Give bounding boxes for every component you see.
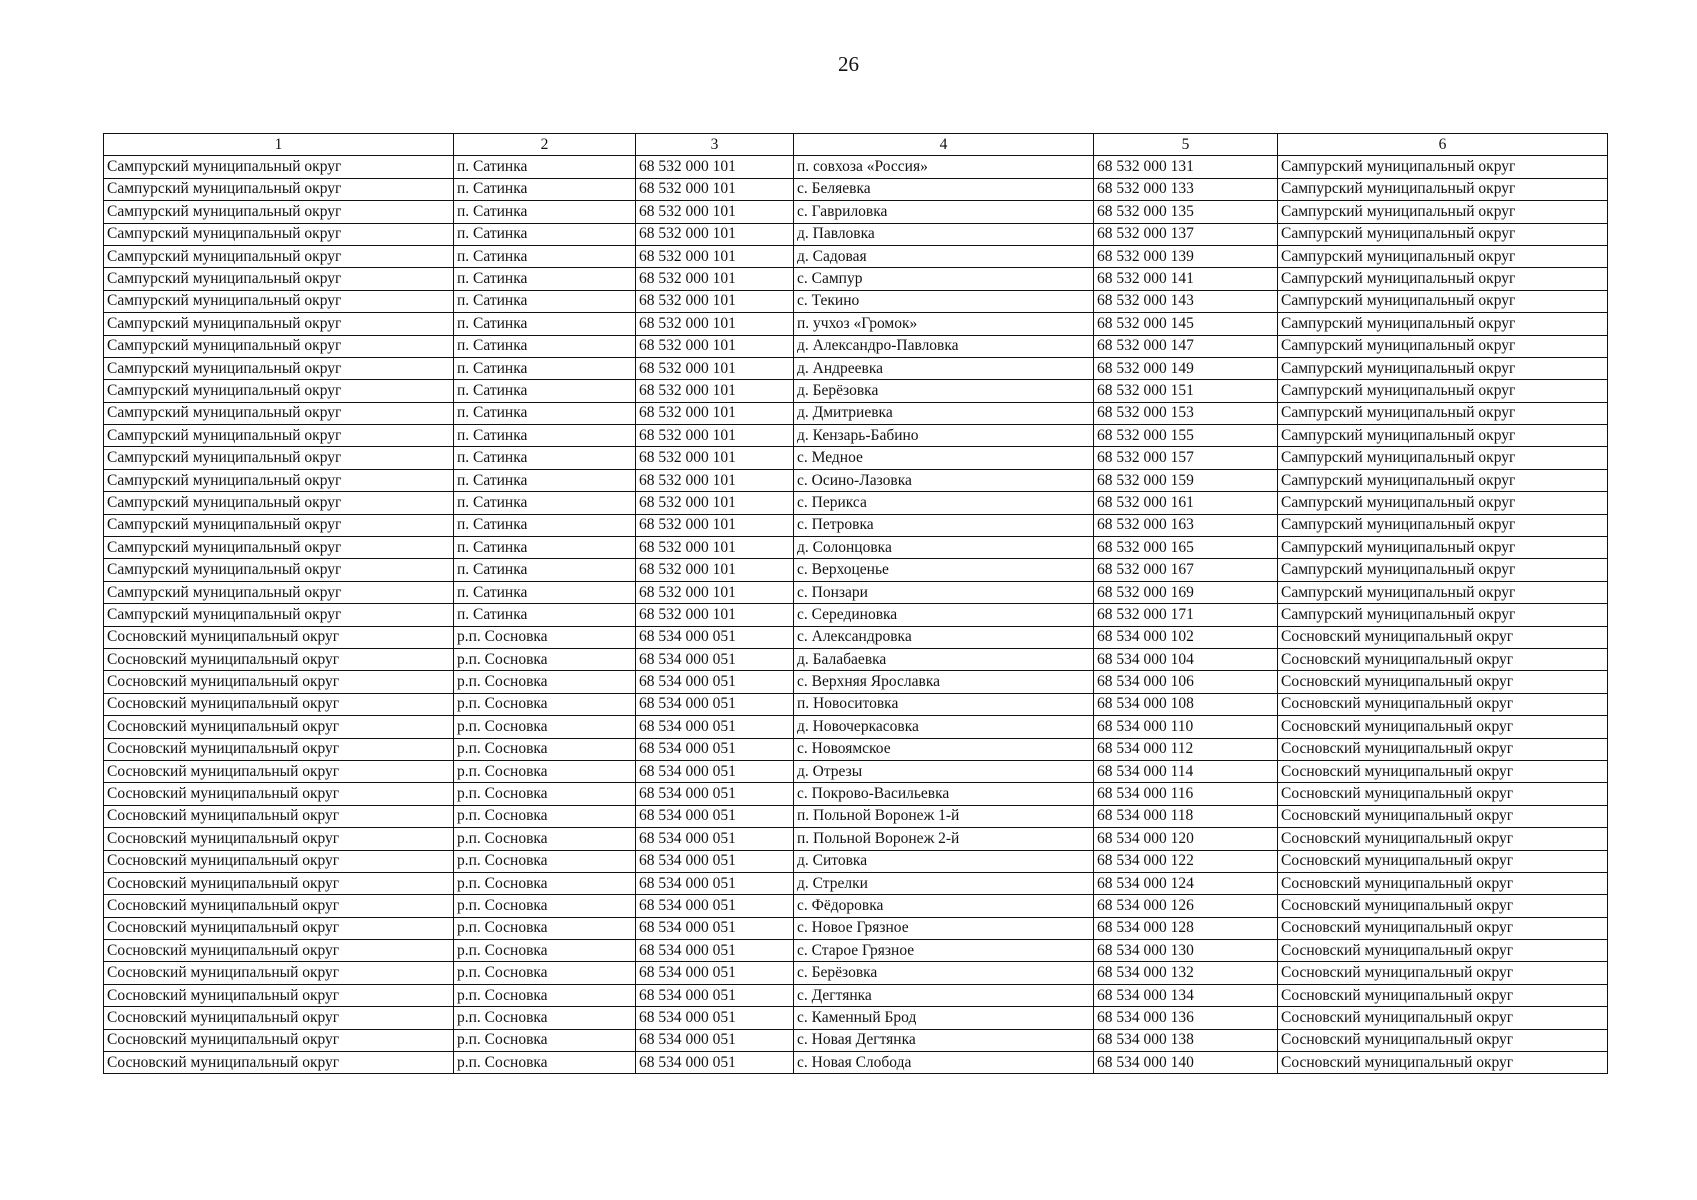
- admin-center-code-cell: 68 534 000 051: [636, 716, 794, 738]
- admin-center-code-cell: 68 532 000 101: [636, 290, 794, 312]
- district-cell: Сампурский муниципальный округ: [1278, 357, 1608, 379]
- settlement-code-cell: 68 532 000 165: [1094, 537, 1278, 559]
- column-header-2: 2: [454, 134, 636, 156]
- district-cell: Сосновский муниципальный округ: [1278, 648, 1608, 670]
- settlement-code-cell: 68 532 000 171: [1094, 604, 1278, 626]
- table-row: [104, 223, 1608, 245]
- column-header-1: 1: [104, 134, 454, 156]
- settlement-cell: с. Верхняя Ярославка: [794, 671, 1094, 693]
- district-cell: Сосновский муниципальный округ: [1278, 1029, 1608, 1051]
- municipality-cell: Сампурский муниципальный округ: [104, 604, 454, 626]
- table-row: [104, 738, 1608, 760]
- admin-center-cell: р.п. Сосновка: [454, 1007, 636, 1029]
- settlement-code-cell: 68 534 000 114: [1094, 760, 1278, 782]
- settlement-cell: с. Новая Дегтянка: [794, 1029, 1094, 1051]
- admin-center-cell: р.п. Сосновка: [454, 648, 636, 670]
- settlement-code-cell: 68 534 000 134: [1094, 984, 1278, 1006]
- table-row: [104, 469, 1608, 491]
- district-cell: Сосновский муниципальный округ: [1278, 850, 1608, 872]
- table-row: [104, 648, 1608, 670]
- district-cell: Сампурский муниципальный округ: [1278, 268, 1608, 290]
- municipality-cell: Сосновский муниципальный округ: [104, 1052, 454, 1074]
- table-row: [104, 783, 1608, 805]
- admin-center-cell: р.п. Сосновка: [454, 872, 636, 894]
- admin-center-code-cell: 68 534 000 051: [636, 1029, 794, 1051]
- admin-center-code-cell: 68 532 000 101: [636, 313, 794, 335]
- table-row: [104, 805, 1608, 827]
- settlement-cell: с. Перикса: [794, 492, 1094, 514]
- settlement-code-cell: 68 534 000 124: [1094, 872, 1278, 894]
- admin-center-code-cell: 68 532 000 101: [636, 581, 794, 603]
- admin-center-code-cell: 68 534 000 051: [636, 1052, 794, 1074]
- settlement-code-cell: 68 534 000 126: [1094, 895, 1278, 917]
- admin-center-code-cell: 68 532 000 101: [636, 201, 794, 223]
- settlement-cell: с. Старое Грязное: [794, 940, 1094, 962]
- settlement-cell: с. Каменный Брод: [794, 1007, 1094, 1029]
- municipality-cell: Сосновский муниципальный округ: [104, 940, 454, 962]
- settlement-cell: п. Новоситовка: [794, 693, 1094, 715]
- admin-center-cell: п. Сатинка: [454, 245, 636, 267]
- district-cell: Сампурский муниципальный округ: [1278, 581, 1608, 603]
- settlement-code-cell: 68 532 000 163: [1094, 514, 1278, 536]
- settlement-cell: д. Солонцовка: [794, 537, 1094, 559]
- municipality-cell: Сосновский муниципальный округ: [104, 783, 454, 805]
- settlement-code-cell: 68 534 000 108: [1094, 693, 1278, 715]
- settlement-code-cell: 68 534 000 102: [1094, 626, 1278, 648]
- settlement-code-cell: 68 534 000 116: [1094, 783, 1278, 805]
- admin-center-code-cell: 68 534 000 051: [636, 738, 794, 760]
- settlement-code-cell: 68 532 000 157: [1094, 447, 1278, 469]
- municipality-cell: Сампурский муниципальный округ: [104, 447, 454, 469]
- table-row: [104, 380, 1608, 402]
- district-cell: Сосновский муниципальный округ: [1278, 984, 1608, 1006]
- settlement-cell: д. Берёзовка: [794, 380, 1094, 402]
- municipality-cell: Сосновский муниципальный округ: [104, 626, 454, 648]
- admin-center-cell: р.п. Сосновка: [454, 671, 636, 693]
- settlement-cell: п. Польной Воронеж 1-й: [794, 805, 1094, 827]
- settlement-code-cell: 68 532 000 153: [1094, 402, 1278, 424]
- admin-center-code-cell: 68 534 000 051: [636, 760, 794, 782]
- settlement-cell: п. учхоз «Громок»: [794, 313, 1094, 335]
- municipality-cell: Сосновский муниципальный округ: [104, 738, 454, 760]
- municipality-cell: Сампурский муниципальный округ: [104, 380, 454, 402]
- settlement-cell: с. Медное: [794, 447, 1094, 469]
- table-row: [104, 313, 1608, 335]
- settlement-code-cell: 68 532 000 151: [1094, 380, 1278, 402]
- settlement-cell: д. Балабаевка: [794, 648, 1094, 670]
- admin-center-cell: п. Сатинка: [454, 223, 636, 245]
- admin-center-code-cell: 68 534 000 051: [636, 828, 794, 850]
- municipality-cell: Сосновский муниципальный округ: [104, 872, 454, 894]
- admin-center-cell: п. Сатинка: [454, 201, 636, 223]
- admin-center-cell: п. Сатинка: [454, 492, 636, 514]
- settlement-code-cell: 68 534 000 136: [1094, 1007, 1278, 1029]
- table-row: [104, 671, 1608, 693]
- settlement-cell: д. Стрелки: [794, 872, 1094, 894]
- admin-center-cell: п. Сатинка: [454, 447, 636, 469]
- settlement-code-cell: 68 534 000 110: [1094, 716, 1278, 738]
- settlement-cell: д. Андреевка: [794, 357, 1094, 379]
- admin-center-cell: р.п. Сосновка: [454, 1052, 636, 1074]
- admin-center-cell: р.п. Сосновка: [454, 716, 636, 738]
- table-row: [104, 357, 1608, 379]
- admin-center-code-cell: 68 532 000 101: [636, 537, 794, 559]
- settlement-code-cell: 68 534 000 128: [1094, 917, 1278, 939]
- district-cell: Сампурский муниципальный округ: [1278, 380, 1608, 402]
- settlement-cell: с. Новое Грязное: [794, 917, 1094, 939]
- settlement-code-cell: 68 532 000 145: [1094, 313, 1278, 335]
- admin-center-cell: р.п. Сосновка: [454, 783, 636, 805]
- settlement-cell: с. Покрово-Васильевка: [794, 783, 1094, 805]
- district-cell: Сосновский муниципальный округ: [1278, 940, 1608, 962]
- settlement-cell: с. Новая Слобода: [794, 1052, 1094, 1074]
- municipality-cell: Сампурский муниципальный округ: [104, 290, 454, 312]
- column-header-6: 6: [1278, 134, 1608, 156]
- table-row: [104, 716, 1608, 738]
- municipality-cell: Сампурский муниципальный округ: [104, 313, 454, 335]
- admin-center-code-cell: 68 534 000 051: [636, 872, 794, 894]
- admin-center-cell: п. Сатинка: [454, 514, 636, 536]
- municipality-cell: Сампурский муниципальный округ: [104, 492, 454, 514]
- admin-center-code-cell: 68 534 000 051: [636, 805, 794, 827]
- table-row: [104, 559, 1608, 581]
- table-row: [104, 447, 1608, 469]
- municipality-cell: Сампурский муниципальный округ: [104, 402, 454, 424]
- admin-center-code-cell: 68 534 000 051: [636, 962, 794, 984]
- municipality-cell: Сосновский муниципальный округ: [104, 648, 454, 670]
- admin-center-code-cell: 68 534 000 051: [636, 917, 794, 939]
- table-row: [104, 537, 1608, 559]
- settlement-cell: д. Александро-Павловка: [794, 335, 1094, 357]
- settlement-cell: с. Верхоценье: [794, 559, 1094, 581]
- settlement-cell: с. Александровка: [794, 626, 1094, 648]
- municipality-cell: Сосновский муниципальный округ: [104, 1007, 454, 1029]
- settlement-cell: с. Серединовка: [794, 604, 1094, 626]
- admin-center-cell: п. Сатинка: [454, 156, 636, 178]
- table-row: [104, 425, 1608, 447]
- municipality-cell: Сампурский муниципальный округ: [104, 581, 454, 603]
- admin-center-cell: п. Сатинка: [454, 402, 636, 424]
- admin-center-code-cell: 68 532 000 101: [636, 178, 794, 200]
- table-row: [104, 626, 1608, 648]
- district-cell: Сосновский муниципальный округ: [1278, 805, 1608, 827]
- admin-center-cell: р.п. Сосновка: [454, 895, 636, 917]
- admin-center-code-cell: 68 534 000 051: [636, 693, 794, 715]
- column-header-4: 4: [794, 134, 1094, 156]
- table-row: [104, 1052, 1608, 1074]
- table-row: [104, 604, 1608, 626]
- admin-center-cell: п. Сатинка: [454, 178, 636, 200]
- settlement-code-cell: 68 534 000 120: [1094, 828, 1278, 850]
- admin-center-cell: п. Сатинка: [454, 357, 636, 379]
- district-cell: Сампурский муниципальный округ: [1278, 201, 1608, 223]
- settlement-code-cell: 68 532 000 167: [1094, 559, 1278, 581]
- settlement-cell: д. Дмитриевка: [794, 402, 1094, 424]
- district-cell: Сампурский муниципальный округ: [1278, 402, 1608, 424]
- district-cell: Сампурский муниципальный округ: [1278, 313, 1608, 335]
- settlement-cell: с. Сампур: [794, 268, 1094, 290]
- settlement-code-cell: 68 534 000 130: [1094, 940, 1278, 962]
- settlement-code-cell: 68 534 000 122: [1094, 850, 1278, 872]
- admin-center-code-cell: 68 532 000 101: [636, 223, 794, 245]
- admin-center-code-cell: 68 532 000 101: [636, 357, 794, 379]
- municipality-cell: Сампурский муниципальный округ: [104, 245, 454, 267]
- district-cell: Сампурский муниципальный округ: [1278, 447, 1608, 469]
- admin-center-cell: п. Сатинка: [454, 335, 636, 357]
- table-row: [104, 335, 1608, 357]
- admin-center-cell: р.п. Сосновка: [454, 917, 636, 939]
- admin-center-cell: р.п. Сосновка: [454, 760, 636, 782]
- admin-center-code-cell: 68 532 000 101: [636, 402, 794, 424]
- district-cell: Сампурский муниципальный округ: [1278, 156, 1608, 178]
- district-cell: Сосновский муниципальный округ: [1278, 828, 1608, 850]
- municipality-cell: Сосновский муниципальный округ: [104, 828, 454, 850]
- admin-center-cell: р.п. Сосновка: [454, 1029, 636, 1051]
- settlement-cell: п. совхоза «Россия»: [794, 156, 1094, 178]
- admin-center-cell: п. Сатинка: [454, 604, 636, 626]
- table-row: [104, 1029, 1608, 1051]
- table-row: [104, 492, 1608, 514]
- admin-center-cell: п. Сатинка: [454, 313, 636, 335]
- municipality-cell: Сампурский муниципальный округ: [104, 514, 454, 536]
- admin-center-code-cell: 68 534 000 051: [636, 671, 794, 693]
- municipality-cell: Сампурский муниципальный округ: [104, 559, 454, 581]
- district-cell: Сосновский муниципальный округ: [1278, 917, 1608, 939]
- admin-center-code-cell: 68 532 000 101: [636, 380, 794, 402]
- table-row: [104, 268, 1608, 290]
- admin-center-code-cell: 68 534 000 051: [636, 895, 794, 917]
- district-cell: Сампурский муниципальный округ: [1278, 425, 1608, 447]
- settlement-code-cell: 68 532 000 137: [1094, 223, 1278, 245]
- admin-center-code-cell: 68 532 000 101: [636, 156, 794, 178]
- table-row: [104, 917, 1608, 939]
- municipality-cell: Сампурский муниципальный округ: [104, 156, 454, 178]
- admin-center-code-cell: 68 534 000 051: [636, 648, 794, 670]
- table-row: [104, 245, 1608, 267]
- admin-center-cell: п. Сатинка: [454, 380, 636, 402]
- settlement-cell: с. Фёдоровка: [794, 895, 1094, 917]
- district-cell: Сампурский муниципальный округ: [1278, 245, 1608, 267]
- municipality-cell: Сосновский муниципальный округ: [104, 671, 454, 693]
- admin-center-cell: п. Сатинка: [454, 469, 636, 491]
- district-cell: Сампурский муниципальный округ: [1278, 469, 1608, 491]
- admin-center-code-cell: 68 532 000 101: [636, 492, 794, 514]
- district-cell: Сосновский муниципальный округ: [1278, 716, 1608, 738]
- table-row: [104, 693, 1608, 715]
- district-cell: Сампурский муниципальный округ: [1278, 290, 1608, 312]
- district-cell: Сосновский муниципальный округ: [1278, 872, 1608, 894]
- settlement-cell: п. Польной Воронеж 2-й: [794, 828, 1094, 850]
- admin-center-code-cell: 68 534 000 051: [636, 984, 794, 1006]
- register-table: [103, 133, 1608, 1074]
- settlement-cell: д. Павловка: [794, 223, 1094, 245]
- page-number: 26: [838, 52, 859, 76]
- admin-center-code-cell: 68 534 000 051: [636, 1007, 794, 1029]
- settlement-cell: д. Кензарь-Бабино: [794, 425, 1094, 447]
- settlement-code-cell: 68 534 000 112: [1094, 738, 1278, 760]
- table-row: [104, 201, 1608, 223]
- table-row: [104, 514, 1608, 536]
- admin-center-cell: р.п. Сосновка: [454, 962, 636, 984]
- table-row: [104, 290, 1608, 312]
- admin-center-cell: р.п. Сосновка: [454, 693, 636, 715]
- municipality-cell: Сампурский муниципальный округ: [104, 335, 454, 357]
- settlement-code-cell: 68 532 000 131: [1094, 156, 1278, 178]
- admin-center-code-cell: 68 532 000 101: [636, 447, 794, 469]
- admin-center-cell: п. Сатинка: [454, 537, 636, 559]
- settlement-code-cell: 68 534 000 106: [1094, 671, 1278, 693]
- column-header-3: 3: [636, 134, 794, 156]
- settlement-cell: с. Петровка: [794, 514, 1094, 536]
- table-row: [104, 178, 1608, 200]
- admin-center-cell: п. Сатинка: [454, 581, 636, 603]
- municipality-cell: Сампурский муниципальный округ: [104, 357, 454, 379]
- settlement-cell: с. Беляевка: [794, 178, 1094, 200]
- admin-center-cell: р.п. Сосновка: [454, 738, 636, 760]
- municipality-cell: Сосновский муниципальный округ: [104, 895, 454, 917]
- settlement-code-cell: 68 532 000 155: [1094, 425, 1278, 447]
- admin-center-code-cell: 68 532 000 101: [636, 514, 794, 536]
- settlement-code-cell: 68 532 000 133: [1094, 178, 1278, 200]
- district-cell: Сампурский муниципальный округ: [1278, 604, 1608, 626]
- settlement-code-cell: 68 532 000 135: [1094, 201, 1278, 223]
- settlement-code-cell: 68 532 000 159: [1094, 469, 1278, 491]
- admin-center-code-cell: 68 534 000 051: [636, 626, 794, 648]
- admin-center-code-cell: 68 532 000 101: [636, 268, 794, 290]
- municipality-cell: Сосновский муниципальный округ: [104, 917, 454, 939]
- admin-center-cell: р.п. Сосновка: [454, 828, 636, 850]
- municipality-cell: Сампурский муниципальный округ: [104, 201, 454, 223]
- admin-center-cell: р.п. Сосновка: [454, 626, 636, 648]
- municipality-cell: Сосновский муниципальный округ: [104, 1029, 454, 1051]
- admin-center-code-cell: 68 532 000 101: [636, 604, 794, 626]
- district-cell: Сосновский муниципальный округ: [1278, 962, 1608, 984]
- settlement-code-cell: 68 532 000 141: [1094, 268, 1278, 290]
- municipality-cell: Сампурский муниципальный округ: [104, 537, 454, 559]
- municipality-cell: Сосновский муниципальный округ: [104, 805, 454, 827]
- settlement-cell: с. Дегтянка: [794, 984, 1094, 1006]
- settlement-cell: с. Текино: [794, 290, 1094, 312]
- district-cell: Сосновский муниципальный округ: [1278, 1052, 1608, 1074]
- admin-center-cell: п. Сатинка: [454, 268, 636, 290]
- admin-center-cell: р.п. Сосновка: [454, 805, 636, 827]
- municipality-cell: Сампурский муниципальный округ: [104, 425, 454, 447]
- settlement-code-cell: 68 534 000 140: [1094, 1052, 1278, 1074]
- municipality-cell: Сосновский муниципальный округ: [104, 716, 454, 738]
- district-cell: Сампурский муниципальный округ: [1278, 223, 1608, 245]
- district-cell: Сосновский муниципальный округ: [1278, 1007, 1608, 1029]
- admin-center-code-cell: 68 532 000 101: [636, 245, 794, 267]
- table-row: [104, 895, 1608, 917]
- settlement-code-cell: 68 532 000 147: [1094, 335, 1278, 357]
- admin-center-code-cell: 68 534 000 051: [636, 783, 794, 805]
- table-row: [104, 828, 1608, 850]
- district-cell: Сосновский муниципальный округ: [1278, 760, 1608, 782]
- municipality-cell: Сосновский муниципальный округ: [104, 760, 454, 782]
- admin-center-cell: р.п. Сосновка: [454, 850, 636, 872]
- table-row: [104, 962, 1608, 984]
- admin-center-cell: п. Сатинка: [454, 559, 636, 581]
- table-row: [104, 156, 1608, 178]
- district-cell: Сосновский муниципальный округ: [1278, 895, 1608, 917]
- settlement-code-cell: 68 532 000 161: [1094, 492, 1278, 514]
- municipality-cell: Сампурский муниципальный округ: [104, 469, 454, 491]
- district-cell: Сампурский муниципальный округ: [1278, 178, 1608, 200]
- admin-center-code-cell: 68 532 000 101: [636, 425, 794, 447]
- table-row: [104, 850, 1608, 872]
- municipality-cell: Сосновский муниципальный округ: [104, 984, 454, 1006]
- settlement-code-cell: 68 532 000 169: [1094, 581, 1278, 603]
- settlement-cell: с. Осино-Лазовка: [794, 469, 1094, 491]
- admin-center-code-cell: 68 532 000 101: [636, 335, 794, 357]
- settlement-code-cell: 68 534 000 138: [1094, 1029, 1278, 1051]
- municipality-cell: Сосновский муниципальный округ: [104, 962, 454, 984]
- admin-center-cell: р.п. Сосновка: [454, 984, 636, 1006]
- table-row: [104, 760, 1608, 782]
- settlement-cell: д. Отрезы: [794, 760, 1094, 782]
- municipality-cell: Сампурский муниципальный округ: [104, 223, 454, 245]
- admin-center-cell: п. Сатинка: [454, 425, 636, 447]
- settlement-cell: д. Новочеркасовка: [794, 716, 1094, 738]
- settlement-cell: с. Понзари: [794, 581, 1094, 603]
- settlement-cell: с. Гавриловка: [794, 201, 1094, 223]
- admin-center-code-cell: 68 532 000 101: [636, 559, 794, 581]
- municipality-cell: Сампурский муниципальный округ: [104, 178, 454, 200]
- district-cell: Сампурский муниципальный округ: [1278, 492, 1608, 514]
- settlement-code-cell: 68 534 000 118: [1094, 805, 1278, 827]
- table-row: [104, 872, 1608, 894]
- admin-center-cell: п. Сатинка: [454, 290, 636, 312]
- municipality-cell: Сампурский муниципальный округ: [104, 268, 454, 290]
- settlement-cell: с. Берёзовка: [794, 962, 1094, 984]
- district-cell: Сосновский муниципальный округ: [1278, 693, 1608, 715]
- table-row: [104, 940, 1608, 962]
- district-cell: Сампурский муниципальный округ: [1278, 559, 1608, 581]
- admin-center-code-cell: 68 534 000 051: [636, 940, 794, 962]
- column-header-5: 5: [1094, 134, 1278, 156]
- table-body: [104, 156, 1608, 1074]
- district-cell: Сампурский муниципальный округ: [1278, 335, 1608, 357]
- admin-center-code-cell: 68 532 000 101: [636, 469, 794, 491]
- admin-center-cell: р.п. Сосновка: [454, 940, 636, 962]
- settlement-cell: д. Ситовка: [794, 850, 1094, 872]
- admin-center-code-cell: 68 534 000 051: [636, 850, 794, 872]
- settlement-cell: с. Новоямское: [794, 738, 1094, 760]
- settlement-cell: д. Садовая: [794, 245, 1094, 267]
- header-row: [104, 134, 1608, 156]
- district-cell: Сампурский муниципальный округ: [1278, 537, 1608, 559]
- settlement-code-cell: 68 532 000 149: [1094, 357, 1278, 379]
- settlement-code-cell: 68 534 000 104: [1094, 648, 1278, 670]
- table-row: [104, 1007, 1608, 1029]
- table-row: [104, 984, 1608, 1006]
- district-cell: Сосновский муниципальный округ: [1278, 738, 1608, 760]
- settlement-code-cell: 68 532 000 139: [1094, 245, 1278, 267]
- district-cell: Сосновский муниципальный округ: [1278, 783, 1608, 805]
- municipality-cell: Сосновский муниципальный округ: [104, 850, 454, 872]
- municipality-cell: Сосновский муниципальный округ: [104, 693, 454, 715]
- table-row: [104, 581, 1608, 603]
- district-cell: Сампурский муниципальный округ: [1278, 514, 1608, 536]
- district-cell: Сосновский муниципальный округ: [1278, 671, 1608, 693]
- table-row: [104, 402, 1608, 424]
- settlement-code-cell: 68 534 000 132: [1094, 962, 1278, 984]
- settlement-code-cell: 68 532 000 143: [1094, 290, 1278, 312]
- district-cell: Сосновский муниципальный округ: [1278, 626, 1608, 648]
